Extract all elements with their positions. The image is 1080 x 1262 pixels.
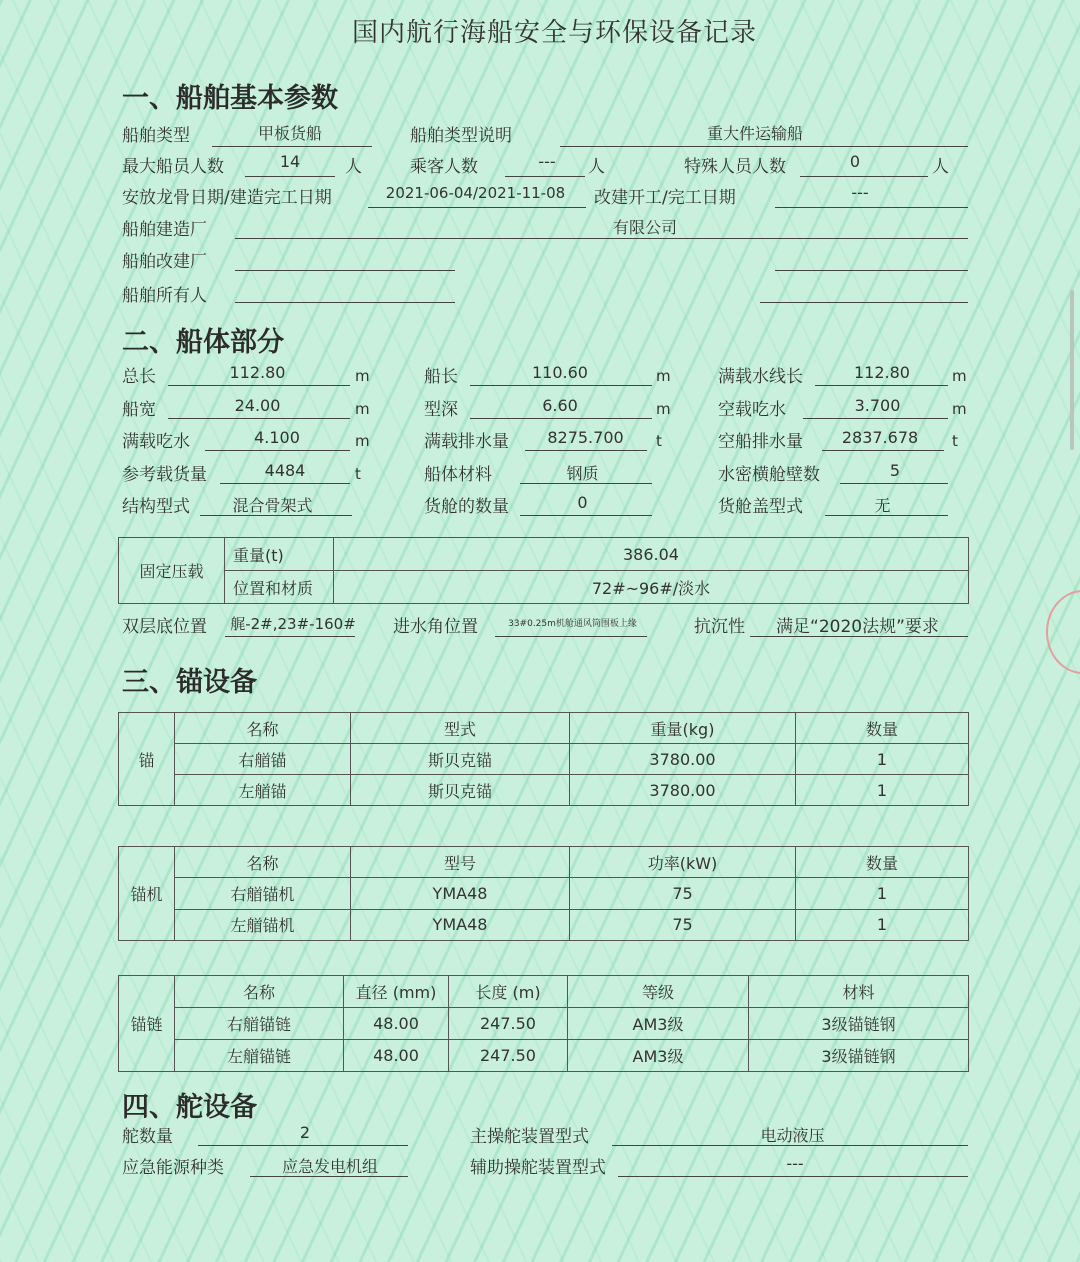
chain-cell: 3级锚链钢	[749, 1040, 969, 1072]
anchor-cell: 斯贝克锚	[351, 744, 570, 775]
anchor-header-weight: 重量(kg)	[570, 713, 796, 744]
table-row	[119, 744, 969, 775]
unsinkable-label: 抗沉性	[694, 617, 745, 637]
full-disp-value: 8275.700	[547, 428, 624, 447]
windlass-cell: YMA48	[351, 909, 570, 940]
flood-angle-value: 33#0.25m机舱通风筒围板上缘	[508, 619, 637, 629]
underline	[470, 418, 652, 419]
breadth-value: 24.00	[234, 396, 281, 415]
chain-header-grade: 等级	[568, 976, 749, 1008]
ship-type-label: 船舶类型	[122, 126, 190, 146]
underline	[205, 450, 350, 451]
main-steering-value: 电动液压	[760, 1126, 825, 1145]
section-anchor: 三、锚设备	[122, 667, 257, 698]
material-label: 船体材料	[424, 465, 492, 485]
windlass-header-model: 型号	[351, 847, 570, 878]
section-rudder: 四、舵设备	[122, 1092, 257, 1123]
table-row	[119, 775, 969, 806]
owner-label: 船舶所有人	[122, 286, 207, 306]
emergency-power-value: 应急发电机组	[281, 1157, 378, 1176]
ref-load-value: 4484	[264, 461, 306, 480]
double-bottom-label: 双层底位置	[122, 617, 207, 637]
light-disp-value: 2837.678	[841, 428, 919, 447]
builder-label: 船舶建造厂	[122, 220, 207, 240]
unit-t: t	[355, 465, 361, 483]
depth-label: 型深	[424, 400, 458, 420]
max-crew-value: 14	[279, 152, 301, 171]
chain-cell: 247.50	[449, 1040, 568, 1072]
person-unit: 人	[345, 157, 362, 177]
underline	[618, 1176, 968, 1177]
table-row	[119, 1008, 969, 1040]
windlass-cell: 75	[570, 909, 796, 940]
underline	[198, 1145, 408, 1146]
scroll-edge	[1070, 290, 1074, 450]
holds-value: 0	[577, 493, 588, 512]
ship-type-desc-label: 船舶类型说明	[410, 126, 512, 146]
passengers-value: ---	[538, 152, 556, 171]
rudder-count-value: 2	[299, 1123, 311, 1142]
lpp-value: 110.60	[532, 363, 588, 382]
breadth-label: 船宽	[122, 400, 156, 420]
table-row	[119, 1040, 969, 1072]
underline	[245, 176, 335, 177]
full-draft-label: 满载吃水	[122, 432, 190, 452]
special-value: 0	[849, 152, 861, 171]
underline	[803, 418, 948, 419]
ballast-position-label: 位置和材质	[225, 571, 334, 604]
anchor-group-label: 锚	[119, 713, 175, 806]
light-draft-label: 空载吃水	[718, 400, 786, 420]
holds-label: 货舱的数量	[424, 497, 509, 517]
underline	[760, 302, 968, 303]
unit-m: m	[656, 400, 671, 418]
underline	[520, 483, 652, 484]
windlass-group-label: 锚机	[119, 847, 175, 941]
anchor-cell: 1	[796, 744, 969, 775]
ballast-label: 固定压载	[119, 538, 225, 604]
rebuild-date-value: ---	[851, 183, 869, 202]
chain-header-diameter: 直径 (mm)	[344, 976, 449, 1008]
unit-t: t	[952, 432, 958, 450]
chain-header-material: 材料	[749, 976, 969, 1008]
light-draft-value: 3.700	[854, 396, 901, 415]
windlass-cell: YMA48	[351, 878, 570, 909]
person-unit: 人	[588, 157, 605, 177]
underline	[505, 176, 585, 177]
anchor-cell: 右艏锚	[175, 744, 351, 775]
ballast-table	[118, 537, 969, 604]
ballast-position-value: 72#~96#/淡水	[334, 571, 969, 604]
chain-table	[118, 975, 969, 1072]
red-stamp-edge	[1046, 590, 1080, 674]
underline	[495, 636, 647, 637]
underline	[612, 1145, 968, 1146]
windlass-cell: 1	[796, 909, 969, 940]
light-disp-label: 空船排水量	[718, 432, 803, 452]
ship-type-value: 甲板货船	[257, 124, 322, 143]
anchor-header-type: 型式	[351, 713, 570, 744]
anchor-header-qty: 数量	[796, 713, 969, 744]
anchor-cell: 3780.00	[570, 775, 796, 806]
underline	[200, 515, 352, 516]
underline	[235, 238, 968, 239]
keel-date-label: 安放龙骨日期/建造完工日期	[122, 188, 332, 208]
underline	[750, 636, 968, 637]
ship-type-desc-value: 重大件运输船	[706, 124, 803, 143]
lpp-label: 船长	[424, 367, 458, 387]
passengers-label: 乘客人数	[410, 157, 478, 177]
windlass-cell: 左艏锚机	[175, 909, 351, 940]
chain-cell: 48.00	[344, 1040, 449, 1072]
underline	[825, 515, 948, 516]
underline	[168, 418, 350, 419]
bulkheads-value: 5	[889, 461, 901, 480]
ref-load-label: 参考载货量	[122, 465, 207, 485]
windlass-cell: 右艏锚机	[175, 878, 351, 909]
chain-cell: AM3级	[568, 1008, 749, 1040]
chain-group-label: 锚链	[119, 976, 175, 1072]
unit-t: t	[656, 432, 662, 450]
depth-value: 6.60	[542, 396, 578, 415]
underline	[225, 636, 355, 637]
underline	[525, 450, 647, 451]
lwl-value: 112.80	[854, 363, 910, 382]
anchor-cell: 左艏锚	[175, 775, 351, 806]
chain-cell: 3级锚链钢	[749, 1008, 969, 1040]
underline	[822, 450, 944, 451]
underline	[470, 385, 652, 386]
chain-cell: 48.00	[344, 1008, 449, 1040]
rebuild-date-label: 改建开工/完工日期	[594, 188, 736, 208]
unit-m: m	[656, 367, 671, 385]
unit-m: m	[355, 400, 370, 418]
chain-cell: 247.50	[449, 1008, 568, 1040]
emergency-power-label: 应急能源种类	[122, 1158, 224, 1178]
unit-m: m	[952, 400, 967, 418]
keel-date-value: 2021-06-04/2021-11-08	[385, 184, 566, 202]
aux-steering-label: 辅助操舵装置型式	[470, 1158, 606, 1178]
rudder-count-label: 舵数量	[122, 1127, 173, 1147]
underline	[368, 207, 586, 208]
hatch-label: 货舱盖型式	[718, 497, 803, 517]
anchor-header-name: 名称	[175, 713, 351, 744]
underline	[775, 270, 968, 271]
unsinkable-value: 满足“2020法规”要求	[776, 617, 939, 637]
loa-value: 112.80	[229, 363, 286, 382]
underline	[212, 146, 372, 147]
windlass-header-name: 名称	[175, 847, 351, 878]
full-draft-value: 4.100	[254, 428, 300, 447]
windlass-cell: 75	[570, 878, 796, 909]
bulkheads-label: 水密横舱壁数	[718, 465, 820, 485]
unit-m: m	[952, 367, 967, 385]
double-bottom-value: 艉-2#,23#-160#	[230, 615, 356, 633]
underline	[220, 483, 350, 484]
table-row	[119, 909, 969, 940]
person-unit: 人	[932, 157, 949, 177]
rebuilder-label: 船舶改建厂	[122, 252, 207, 272]
chain-cell: 右艏锚链	[175, 1008, 344, 1040]
chain-header-length: 长度 (m)	[449, 976, 568, 1008]
windlass-header-qty: 数量	[796, 847, 969, 878]
document-title: 国内航行海船安全与环保设备记录	[352, 18, 758, 48]
windlass-table	[118, 846, 969, 941]
structure-label: 结构型式	[122, 497, 190, 517]
flood-angle-label: 进水角位置	[393, 617, 478, 637]
structure-value: 混合骨架式	[232, 496, 313, 515]
underline	[520, 515, 652, 516]
material-value: 钢质	[566, 464, 599, 483]
underline	[800, 176, 928, 177]
hatch-value: 无	[874, 496, 891, 515]
max-crew-label: 最大船员人数	[122, 157, 224, 177]
underline	[815, 385, 948, 386]
main-steering-label: 主操舵装置型式	[470, 1127, 589, 1147]
underline	[168, 385, 350, 386]
builder-value: 有限公司	[612, 218, 677, 237]
unit-m: m	[355, 367, 370, 385]
lwl-label: 满载水线长	[718, 367, 803, 387]
section-basic-params: 一、船舶基本参数	[122, 83, 338, 114]
anchor-cell: 1	[796, 775, 969, 806]
underline	[560, 146, 968, 147]
loa-label: 总长	[122, 367, 156, 387]
ballast-weight-value: 386.04	[334, 538, 969, 571]
ballast-weight-label: 重量(t)	[225, 538, 334, 571]
chain-header-name: 名称	[175, 976, 344, 1008]
unit-m: m	[355, 432, 370, 450]
special-label: 特殊人员人数	[684, 157, 786, 177]
table-row	[119, 878, 969, 909]
full-disp-label: 满载排水量	[424, 432, 509, 452]
windlass-header-power: 功率(kW)	[570, 847, 796, 878]
chain-cell: AM3级	[568, 1040, 749, 1072]
anchor-table	[118, 712, 969, 806]
anchor-cell: 斯贝克锚	[351, 775, 570, 806]
underline	[775, 207, 968, 208]
underline	[250, 1176, 408, 1177]
underline	[840, 483, 948, 484]
section-hull: 二、船体部分	[122, 327, 284, 358]
chain-cell: 左艏锚链	[175, 1040, 344, 1072]
anchor-cell: 3780.00	[570, 744, 796, 775]
underline	[235, 302, 455, 303]
aux-steering-value: ---	[786, 1154, 804, 1173]
windlass-cell: 1	[796, 878, 969, 909]
underline	[235, 270, 455, 271]
